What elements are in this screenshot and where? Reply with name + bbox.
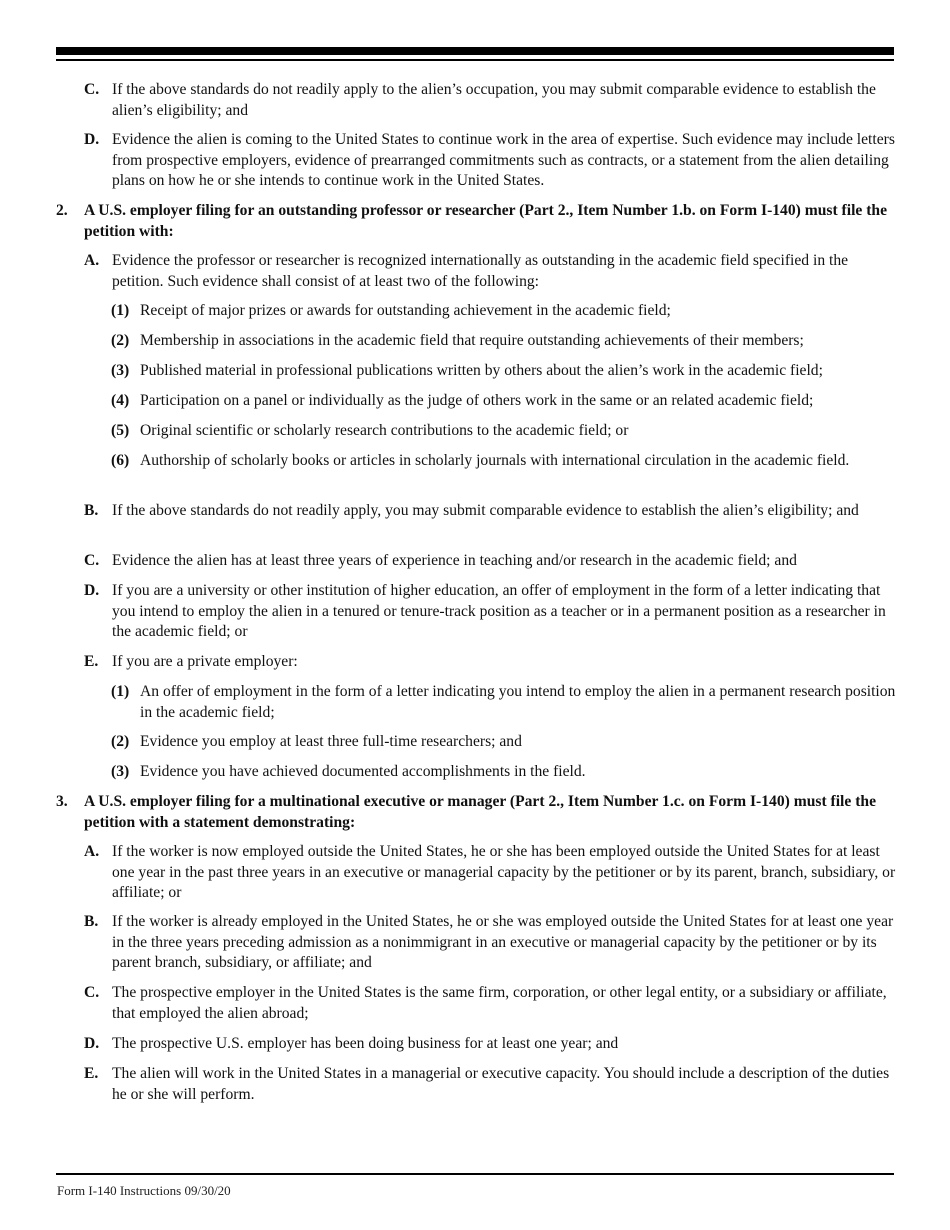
item-text: The alien will work in the United States in a managerial or executive capacity. You should include a description of the duties he or she will perform.: [112, 1065, 890, 1103]
item-text: If the worker is now employed outside the United States, he or she has been employed outside the United States for at least one year in the past three years in an executive or managerial capacity by the petitioner or by its parent, branch, subsidiary, or affiliate; or: [112, 843, 896, 901]
item-label: E.: [84, 653, 99, 670]
sub-item-label: (3): [111, 763, 130, 780]
section-2-heading: [56, 201, 896, 242]
item-text: Evidence the alien has at least three years of experience in teaching and/or research in the academic field; and: [112, 552, 797, 569]
sub-item-6: [111, 451, 896, 472]
list-item-d: [84, 581, 896, 643]
sub-item-4: [111, 391, 896, 412]
item-text: The prospective employer in the United States is the same firm, corporation, or other legal entity, or a subsidiary or affiliate, that employed the alien abroad;: [112, 984, 887, 1022]
sub-item-label: (2): [111, 332, 130, 349]
sub-item-label: (1): [111, 302, 130, 319]
sub-item-label: (6): [111, 452, 130, 469]
sub-item-text: An offer of employment in the form of a letter indicating you intend to employ the alien in a permanent research position in the academic field;: [140, 683, 896, 721]
item-label: B.: [84, 502, 99, 519]
sub-item-text: Authorship of scholarly books or articles in scholarly journals with international circulation in the academic field.: [140, 452, 850, 469]
item-text: If you are a private employer:: [112, 653, 298, 670]
sub-item-2: [111, 732, 896, 753]
sub-item-text: Membership in associations in the academic field that require outstanding achievements of their members;: [140, 332, 804, 349]
sub-item-text: Receipt of major prizes or awards for outstanding achievement in the academic field;: [140, 302, 671, 319]
sub-item-1: [111, 682, 896, 723]
list-item-e: [84, 1064, 896, 1105]
section-number: 3.: [56, 793, 68, 810]
section-3-heading: [56, 792, 896, 833]
item-label: A.: [84, 843, 100, 860]
list-item-b: [84, 501, 896, 522]
item-text: Evidence the alien is coming to the United States to continue work in the area of expertise. Such evidence may include letters from prospective employers, evidence of prearranged commitments such as contracts, or a statement from the alien detailing plans on how he or she intends to continue work in the United States.: [112, 131, 895, 189]
list-item-d: [84, 1034, 896, 1055]
item-label: D.: [84, 131, 100, 148]
sub-item-text: Participation on a panel or individually as the judge of others work in the same or an related academic field;: [140, 392, 814, 409]
list-item-a: [84, 251, 896, 292]
item-label: D.: [84, 582, 100, 599]
item-text: If the above standards do not readily apply to the alien’s occupation, you may submit comparable evidence to establish the alien’s eligibility; and: [112, 81, 876, 119]
section-text: A U.S. employer filing for a multinational executive or manager (Part 2., Item Number 1.c. on Form I-140) must file the petition with a statement demonstrating:: [84, 793, 876, 831]
list-item-c: [84, 983, 896, 1024]
sub-item-3: [111, 361, 896, 382]
list-item-c: [84, 80, 896, 121]
item-label: C.: [84, 552, 100, 569]
list-item-c: [84, 551, 896, 572]
sub-item-label: (2): [111, 733, 130, 750]
sub-item-3: [111, 762, 896, 783]
sub-item-text: Evidence you employ at least three full-time researchers; and: [140, 733, 522, 750]
item-label: B.: [84, 913, 99, 930]
item-label: D.: [84, 1035, 100, 1052]
sub-item-label: (4): [111, 392, 130, 409]
item-text: If the above standards do not readily apply, you may submit comparable evidence to establish the alien’s eligibility; and: [112, 502, 859, 519]
list-item-b: [84, 912, 896, 974]
footer-rule: [56, 1173, 894, 1175]
footer-form-id: Form I-140 Instructions 09/30/20: [57, 1183, 231, 1198]
list-item-e: [84, 652, 896, 673]
section-number: 2.: [56, 202, 68, 219]
item-label: E.: [84, 1065, 99, 1082]
sub-item-text: Evidence you have achieved documented accomplishments in the field.: [140, 763, 586, 780]
section-text: A U.S. employer filing for an outstanding professor or researcher (Part 2., Item Number 1.b. on Form I-140) must file the petition with:: [84, 202, 888, 240]
item-text: Evidence the professor or researcher is recognized internationally as outstanding in the academic field specified in the petition. Such evidence shall consist of at least two of the following:: [112, 252, 849, 290]
sub-item-text: Published material in professional publications written by others about the alien’s work in the academic field;: [140, 362, 823, 379]
sub-item-1: [111, 301, 896, 322]
header-thick-rule: [56, 47, 894, 55]
item-text: If you are a university or other institution of higher education, an offer of employment in the form of a letter indicating that you intend to employ the alien in a tenured or tenure-track position as a teacher or in a permanent position as a researcher in the academic field; or: [112, 582, 886, 640]
item-label: C.: [84, 81, 100, 98]
item-text: If the worker is already employed in the United States, he or she was employed outside the United States for at least one year in the three years preceding admission as a nonimmigrant in an executive or managerial capacity by the petitioner or by its parent branch, subsidiary, or affiliate; and: [112, 913, 894, 971]
item-text: The prospective U.S. employer has been doing business for at least one year; and: [112, 1035, 619, 1052]
sub-item-label: (3): [111, 362, 130, 379]
header-thin-rule: [56, 59, 894, 61]
sub-item-5: [111, 421, 896, 442]
sub-item-label: (5): [111, 422, 130, 439]
list-item-d: [84, 130, 896, 192]
item-label: A.: [84, 252, 100, 269]
sub-item-label: (1): [111, 683, 130, 700]
sub-item-text: Original scientific or scholarly research contributions to the academic field; or: [140, 422, 629, 439]
item-label: C.: [84, 984, 100, 1001]
sub-item-2: [111, 331, 896, 352]
list-item-a: [84, 842, 896, 904]
